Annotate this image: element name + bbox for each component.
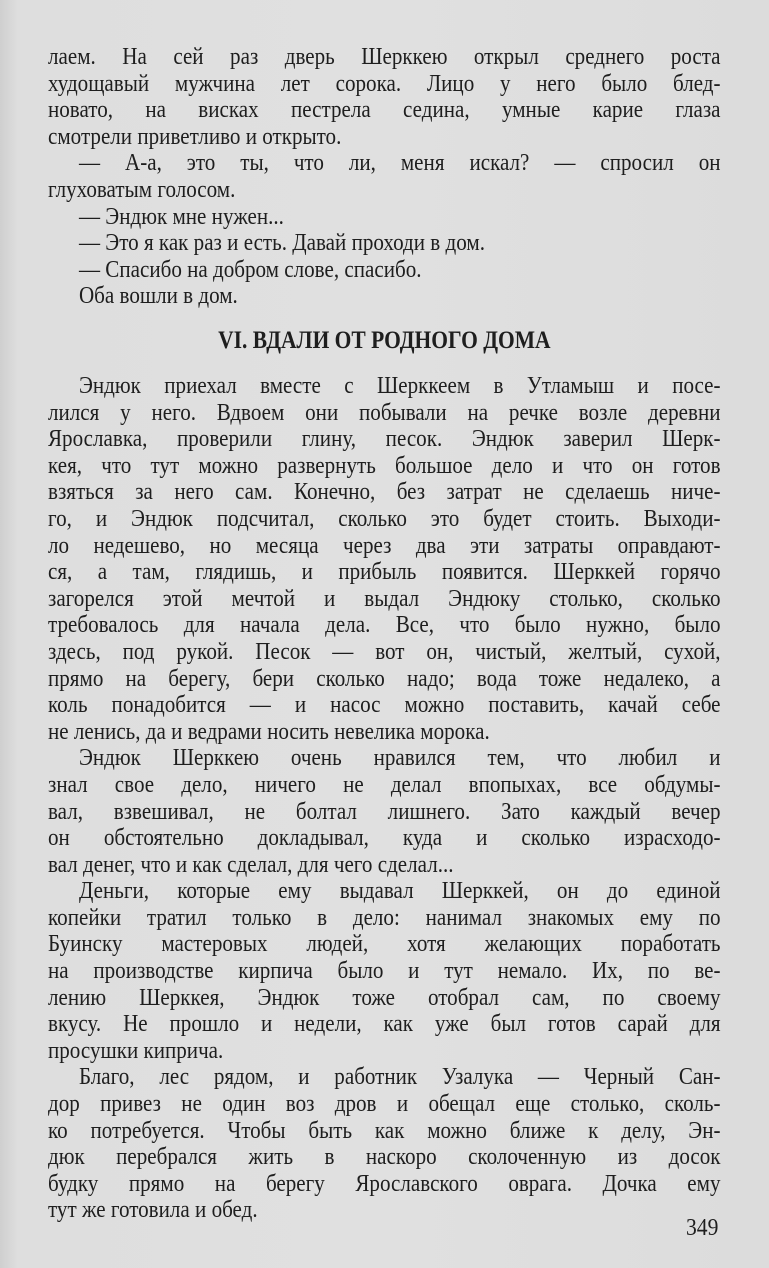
text-line: Эндюк Шерккею очень нравился тем, что любил и bbox=[78, 744, 721, 772]
text-line: го, и Эндюк подсчитал, сколько это будет стоить. Выходи- bbox=[48, 504, 721, 532]
text-line: Оба вошли в дом. bbox=[78, 282, 238, 310]
text-line: дюк перебрался жить в наскоро сколоченную из досок bbox=[48, 1143, 721, 1171]
text-line: будку прямо на берегу Ярославского оврага. Дочка ему bbox=[48, 1169, 721, 1197]
text-line: дор привез не один воз дров и обещал еще столько, сколь- bbox=[48, 1090, 721, 1118]
text-line: смотрели приветливо и открыто. bbox=[48, 122, 342, 150]
text-line: загорелся этой мечтой и выдал Эндюку столько, сколько bbox=[48, 584, 721, 612]
text-line: вкусу. Не прошло и недели, как уже был готов сарай для bbox=[48, 1010, 721, 1038]
dialogue-line: — А-а, это ты, что ли, меня искал? — спросил он bbox=[78, 149, 721, 177]
text-line: Ярославка, проверили глину, песок. Эндюк заверил Шерк- bbox=[48, 425, 721, 453]
text-line: требовалось для начала дела. Все, что было нужно, было bbox=[48, 611, 721, 639]
text-line: здесь, под рукой. Песок — вот он, чистый, желтый, сухой, bbox=[48, 637, 721, 665]
text-line: ло недешево, но месяца через два эти затраты оправдают- bbox=[48, 531, 721, 559]
text-line: знал свое дело, ничего не делал впопыхах, все обдумы- bbox=[48, 770, 721, 798]
text-line: лился у него. Вдвоем они побывали на речке возле деревни bbox=[48, 398, 721, 426]
chapter-title: VI. ВДАЛИ ОТ РОДНОГО ДОМА bbox=[218, 327, 551, 354]
text-line: Благо, лес рядом, и работник Узалука — Черный Сан- bbox=[78, 1063, 721, 1091]
text-line: вал, взвешивал, не болтал лишнего. Зато каждый вечер bbox=[48, 797, 721, 825]
text-line: коль понадобится — и насос можно поставить, качай себе bbox=[48, 691, 721, 719]
text-line: кея, что тут можно развернуть большое дело и что он готов bbox=[48, 451, 721, 479]
text-line: копейки тратил только в дело: нанимал знакомых ему по bbox=[48, 903, 721, 931]
text-line: ко потребуется. Чтобы быть как можно ближе к делу, Эн- bbox=[48, 1116, 721, 1144]
page-number: 349 bbox=[686, 1215, 719, 1241]
text-line: он обстоятельно докладывал, куда и сколько израсходо- bbox=[48, 824, 721, 852]
text-line: вал денег, что и как сделал, для чего сделал... bbox=[48, 850, 454, 878]
text-line: лаем. На сей раз дверь Шерккею открыл среднего роста bbox=[48, 43, 721, 70]
text-line: худощавый мужчина лет сорока. Лицо у него было блед- bbox=[48, 69, 721, 97]
text-line: лению Шерккея, Эндюк тоже отобрал сам, по своему bbox=[48, 983, 721, 1011]
text-line: ся, а там, глядишь, и прибыль появится. Шерккей горячо bbox=[48, 558, 721, 586]
dialogue-line: — Эндюк мне нужен... bbox=[78, 202, 284, 230]
text-line: Деньги, которые ему выдавал Шерккей, он до единой bbox=[78, 877, 721, 905]
text-line: просушки киприча. bbox=[48, 1036, 224, 1064]
text-line: тут же готовила и обед. bbox=[48, 1196, 258, 1224]
chapter-body bbox=[48, 373, 721, 1224]
text-line: Буинску мастеровых людей, хотя желающих поработать bbox=[48, 930, 721, 958]
text-line: на производстве кирпича было и тут немало. Их, по ве- bbox=[48, 957, 721, 985]
dialogue-line: — Спасибо на добром слове, спасибо. bbox=[78, 255, 422, 283]
dialogue-line: — Это я как раз и есть. Давай проходи в дом. bbox=[78, 229, 485, 257]
text-line: Эндюк приехал вместе с Шерккеем в Утламыш и посе- bbox=[78, 372, 721, 399]
opening-passage bbox=[48, 44, 721, 310]
text-line: прямо на берегу, бери сколько надо; вода тоже недалеко, а bbox=[48, 664, 721, 692]
text-line: взяться за него сам. Конечно, без затрат не сделаешь ниче- bbox=[48, 478, 721, 506]
chapter-heading bbox=[0, 327, 769, 355]
text-line: глуховатым голосом. bbox=[48, 175, 236, 203]
text-line: новато, на висках пестрела седина, умные карие глаза bbox=[48, 96, 721, 124]
text-line: не ленись, да и ведрами носить невелика морока. bbox=[48, 717, 490, 745]
